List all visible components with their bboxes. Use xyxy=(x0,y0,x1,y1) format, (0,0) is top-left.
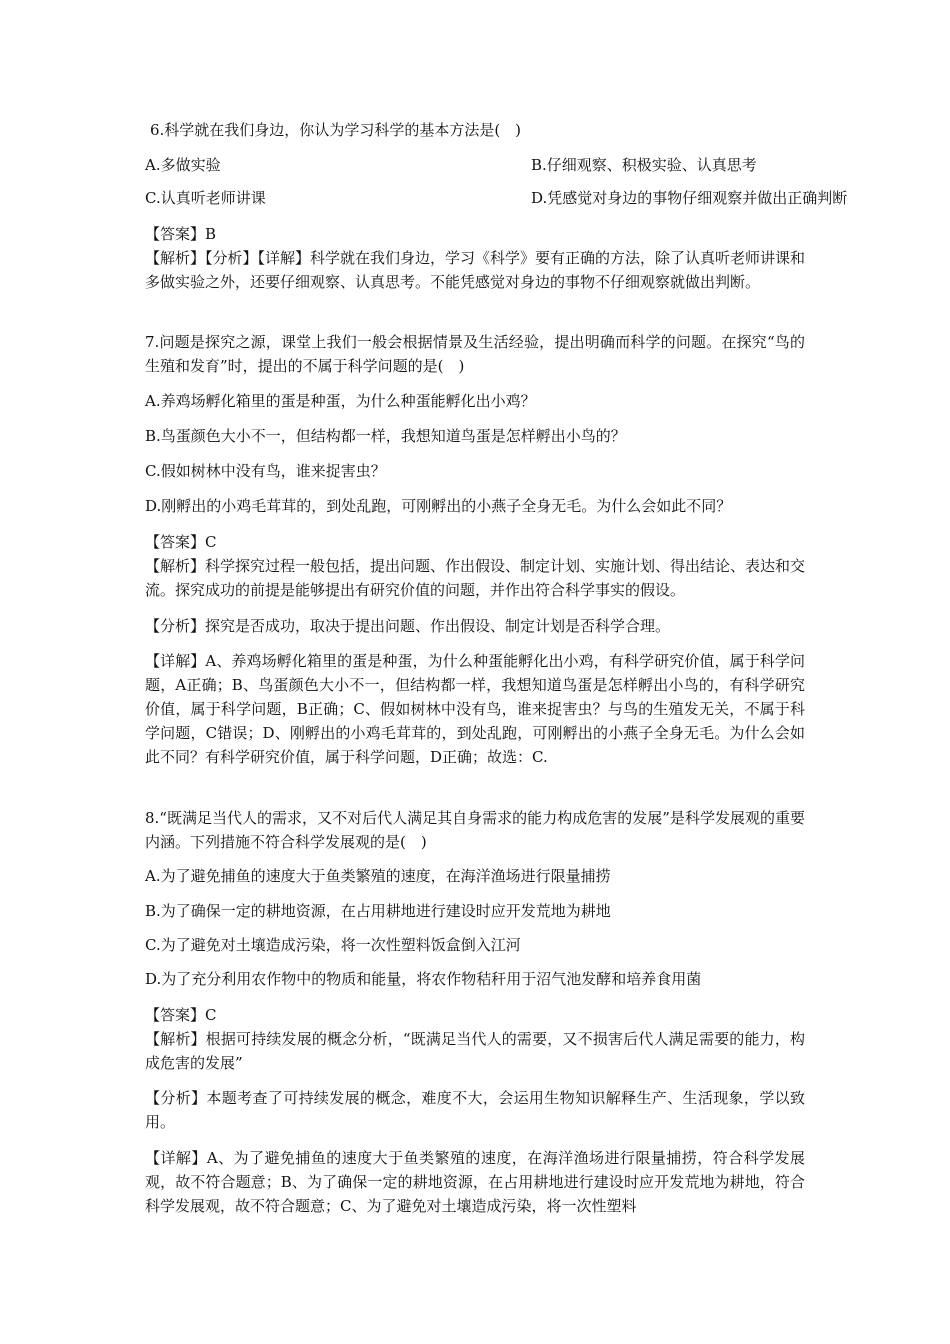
q7-option-c: C.假如树林中没有鸟，谁来捉害虫？ xyxy=(145,462,386,480)
q6-option-a-text: A.多做实验 xyxy=(145,156,221,174)
q8-option-c: C.为了避免对土壤造成污染，将一次性塑料饭盒倒入江河 xyxy=(145,936,521,954)
q7-answer: 【答案】C xyxy=(145,533,217,551)
q8-stem: 8.“既满足当代人的需求，又不对后代人满足其自身需求的能力构成危害的发展”是科学发展观的重要内涵。下列措施不符合科学发展观的是( ) xyxy=(145,809,805,851)
q8-answer: 【答案】C xyxy=(145,1006,217,1024)
q6-option-c-text: C.认真听老师讲课 xyxy=(145,189,266,207)
q8-jiexi: 【解析】根据可持续发展的概念分析，“既满足当代人的需要，又不损害后代人满足需要的能力，构成危害的发展” xyxy=(145,1030,805,1072)
q8-fenxi: 【分析】本题考查了可持续发展的概念，难度不大，会运用生物知识解释生产、生活现象，学以致用。 xyxy=(145,1089,805,1131)
q6-answer: 【答案】B xyxy=(145,225,217,243)
q8-option-b: B.为了确保一定的耕地资源，在占用耕地进行建设时应开发荒地为耕地 xyxy=(145,902,611,920)
q6-option-c xyxy=(145,186,848,210)
q6-option-d: D.凭感觉对身边的事物仔细观察并做出正确判断 xyxy=(531,189,848,207)
q7-stem: 7.问题是探究之源，课堂上我们一般会根据情景及生活经验，提出明确而科学的问题。在探究“鸟的生殖和发育”时，提出的不属于科学问题的是( ) xyxy=(145,333,805,375)
q6-stem: 6.科学就在我们身边，你认为学习科学的基本方法是( ) xyxy=(150,121,522,139)
q7-option-a: A.养鸡场孵化箱里的蛋是种蛋，为什么种蛋能孵化出小鸡？ xyxy=(145,392,536,410)
q6-option-b: B.仔细观察、积极实验、认真思考 xyxy=(531,156,757,174)
q7-fenxi: 【分析】探究是否成功，取决于提出问题、作出假设、制定计划是否科学合理。 xyxy=(145,617,671,635)
q7-option-d: D.刚孵出的小鸡毛茸茸的，到处乱跑，可刚孵出的小燕子全身无毛。为什么会如此不同？ xyxy=(145,497,732,515)
q8-xiangjie: 【详解】A、为了避免捕鱼的速度大于鱼类繁殖的速度，在海洋渔场进行限量捕捞，符合科学发展观，故不符合题意；B、为了确保一定的耕地资源，在占用耕地进行建设时应开发荒地为耕地，符合科学发展观，故不符合题意；C、为了避免对土壤造成污染，将一次性塑料 xyxy=(145,1149,805,1215)
q7-jiexi: 【解析】科学探究过程一般包括，提出问题、作出假设、制定计划、实施计划、得出结论、表达和交流。探究成功的前提是能够提出有研究价值的问题，并作出符合科学事实的假设。 xyxy=(145,557,806,599)
q6-option-a xyxy=(145,153,805,177)
q6-analysis: 【解析】【分析】【详解】科学就在我们身边，学习《科学》要有正确的方法，除了认真听老师讲课和多做实验之外，还要仔细观察、认真思考。不能凭感觉对身边的事物不仔细观察就做出判断。 xyxy=(145,249,806,291)
q8-option-a: A.为了避免捕鱼的速度大于鱼类繁殖的速度，在海洋渔场进行限量捕捞 xyxy=(145,867,611,885)
q7-option-b: B.鸟蛋颜色大小不一，但结构都一样，我想知道鸟蛋是怎样孵出小鸟的？ xyxy=(145,427,626,445)
q8-option-d: D.为了充分利用农作物中的物质和能量，将农作物秸秆用于沼气池发酵和培养食用菌 xyxy=(145,970,702,988)
q7-xiangjie: 【详解】A、养鸡场孵化箱里的蛋是种蛋，为什么种蛋能孵化出小鸡，有科学研究价值，属于科学问题，A正确；B、鸟蛋颜色大小不一，但结构都一样，我想知道鸟蛋是怎样孵出小鸟的，有科学研究价值，属于科学问题，B正确；C、假如树林中没有鸟，谁来捉害虫？与鸟的生殖发无关，不属于科学问题，C错误；D、刚孵出的小鸡毛茸茸的，到处乱跑，可刚孵出的小燕子全身无毛。为什么会如此不同？有科学研究价值，属于科学问题，D正确；故选：C. xyxy=(145,652,805,766)
